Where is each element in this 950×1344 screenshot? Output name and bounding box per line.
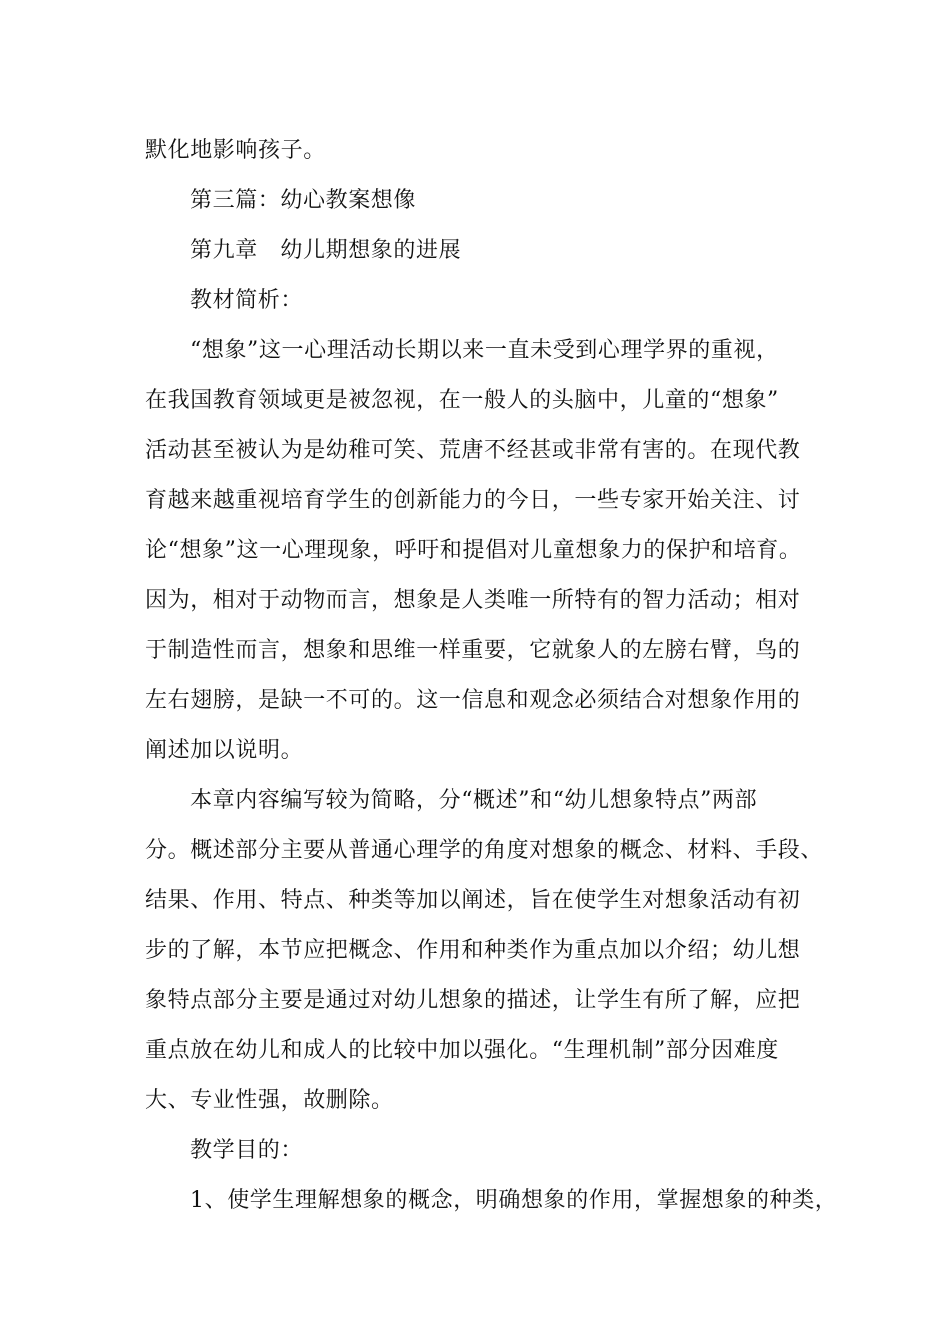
paragraph-1-line-4: 育越来越重视培育学生的创新能力的今日，一些专家开始关注、讨 [145,488,801,513]
subheading-material-analysis: 教材简析： [190,288,304,313]
paragraph-2-line-2: 分。概述部分主要从普通心理学的角度对想象的概念、材料、手段、 [145,838,824,863]
teaching-goal-1: 1、使学生理解想象的概念，明确想象的作用，掌握想象的种类， [190,1188,838,1213]
paragraph-1-line-6: 因为，相对于动物而言，想象是人类唯一所特有的智力活动；相对 [145,588,801,613]
paragraph-2-line-5: 象特点部分主要是通过对幼儿想象的描述，让学生有所了解，应把 [145,988,801,1013]
paragraph-2-line-1: 本章内容编写较为简略，分“概述”和“幼儿想象特点”两部 [190,788,758,813]
subheading-teaching-goals: 教学目的： [190,1138,304,1163]
paragraph-2-line-4: 步的了解，本节应把概念、作用和种类作为重点加以介绍；幼儿想 [145,938,801,963]
paragraph-1-line-2: 在我国教育领域更是被忽视，在一般人的头脑中，儿童的“想象” [145,388,779,413]
paragraph-1-line-9: 阐述加以说明。 [145,738,304,763]
section-heading: 第三篇：幼心教案想像 [190,188,417,213]
paragraph-1-line-8: 左右翅膀，是缺一不可的。这一信息和观念必须结合对想象作用的 [145,688,801,713]
paragraph-1-line-3: 活动甚至被认为是幼稚可笑、荒唐不经甚或非常有害的。在现代教 [145,438,801,463]
paragraph-1-line-7: 于制造性而言，想象和思维一样重要，它就象人的左膀右臂，鸟的 [145,638,801,663]
text-line-1: 默化地影响孩子。 [145,138,326,163]
paragraph-2-line-3: 结果、作用、特点、种类等加以阐述，旨在使学生对想象活动有初 [145,888,801,913]
paragraph-1-line-1: “想象”这一心理活动长期以来一直未受到心理学界的重视， [190,338,779,363]
paragraph-2-line-6: 重点放在幼儿和成人的比较中加以强化。“生理机制”部分因难度 [145,1038,779,1063]
chapter-heading: 第九章 幼儿期想象的进展 [190,238,462,263]
paragraph-1-line-5: 论“想象”这一心理现象，呼吁和提倡对儿童想象力的保护和培育。 [145,538,802,563]
paragraph-2-line-7: 大、专业性强，故删除。 [145,1088,394,1113]
